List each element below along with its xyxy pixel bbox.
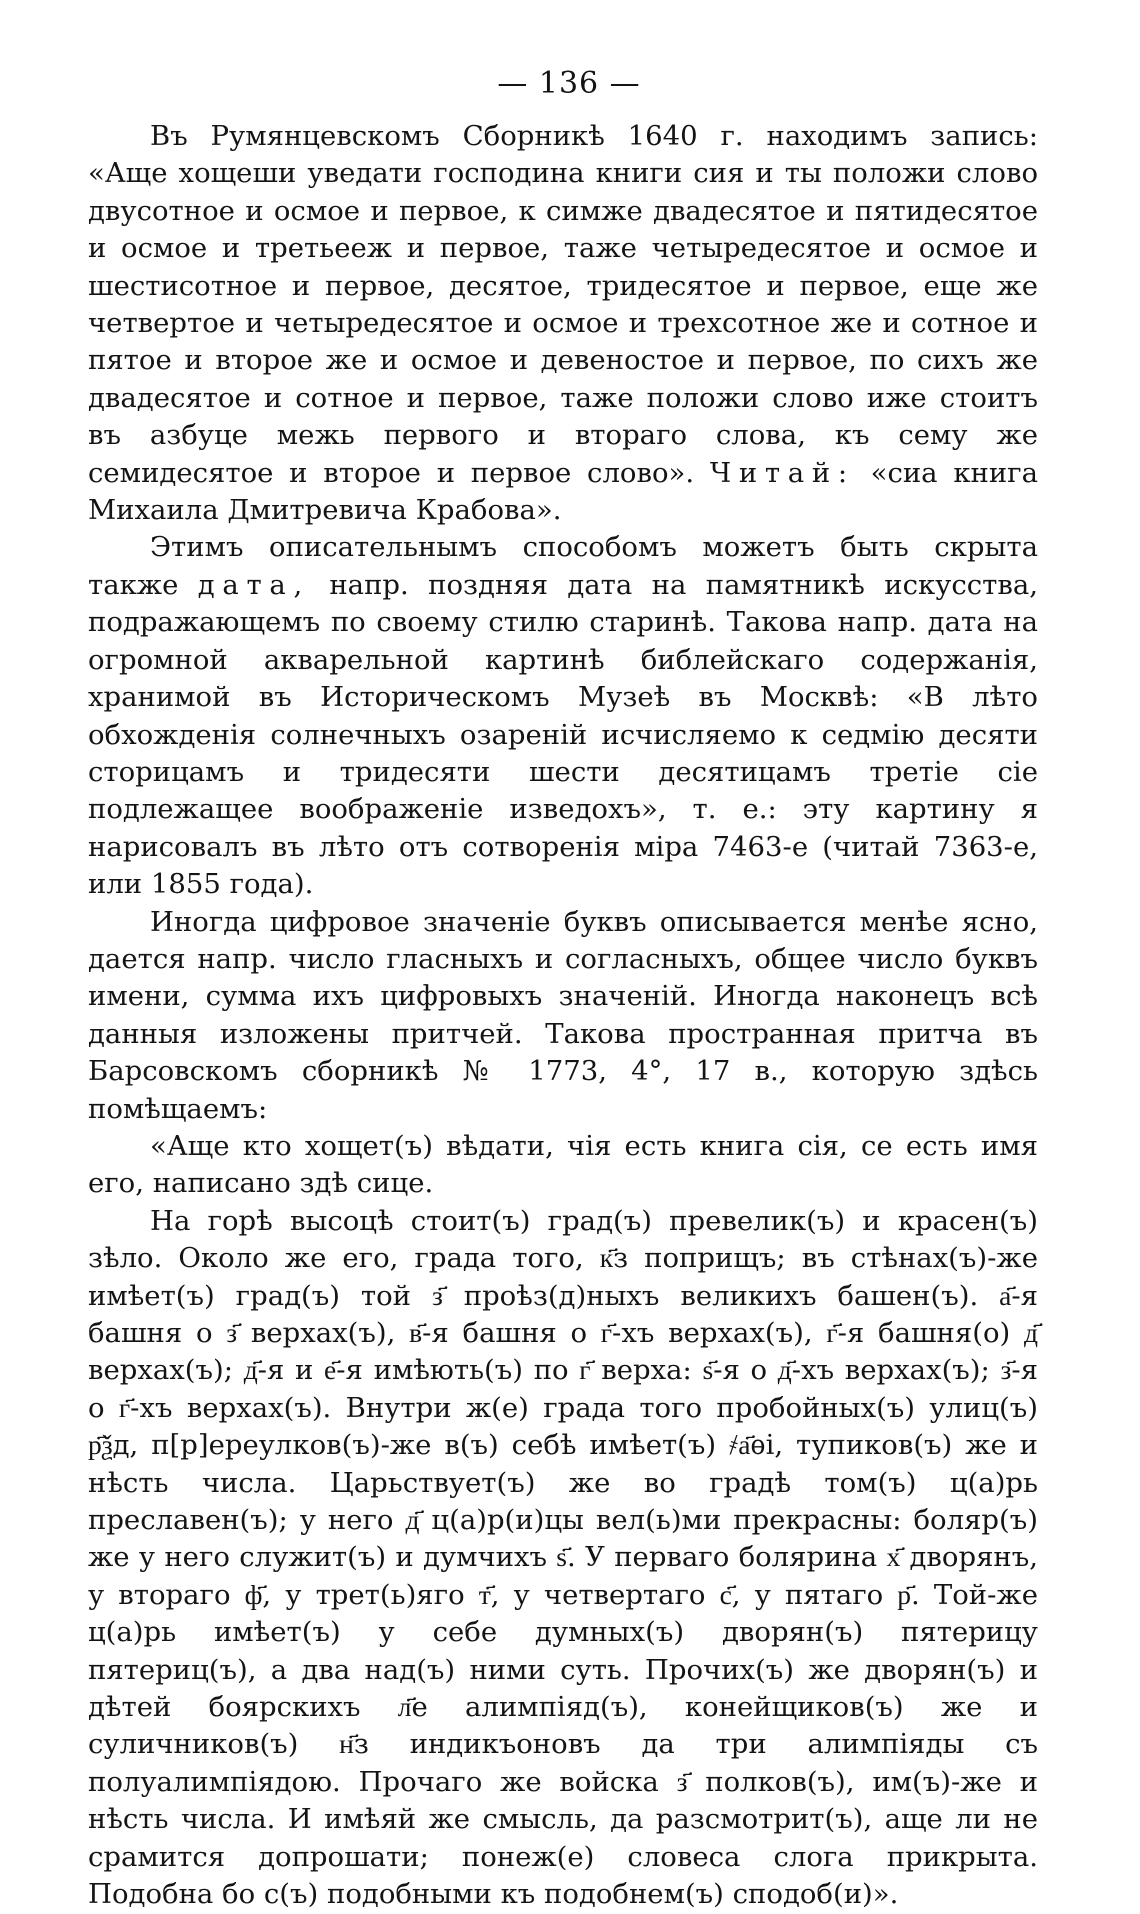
book-page <box>88 64 1038 1914</box>
paragraph-hidden-date <box>88 529 1038 903</box>
paragraph-parable-body: На горѣ высоцѣ стоит(ъ) град(ъ) превелик(ъ) и красен(ъ) зѣло. Около же его, града того, к҃з поприщъ; въ стѣнах(ъ)-же имѣет(ъ) град(ъ) той з҃ проѣз(д)ныхъ великихъ башен(ъ). а҃-я башня о з҃ верхах(ъ), в҃-я башня о г҃-хъ верхах(ъ), г҃-я башня(о) д҃ верхах(ъ); д҃-я и е҃-я имѣють(ъ) по г҃ верха: ѕ҃-я о д҃-хъ верхах(ъ); з҃-я о г҃-хъ верхах(ъ). Внутри ж(е) града того пробойных(ъ) улиц(ъ) р҃ѯд, п[р]ереулков(ъ)-же в(ъ) себѣ имѣет(ъ) ҂а҃ѳі, тупиков(ъ) же и нѣсть числа. Царьствует(ъ) же во градѣ том(ъ) ц(а)рь преславен(ъ); у него д҃ ц(а)р(и)цы вел(ь)ми прекрасны: боляр(ъ) же у него служит(ъ) и думчихъ ѕ҃. У перваго болярина х҃ дворянъ, у втораго ф҃, у трет(ь)яго т҃, у четвертаго с҃, у пятаго р҃. Той-же ц(а)рь имѣет(ъ) у себе думных(ъ) дворян(ъ) пятерицу пятериц(ъ), а два над(ъ) ними суть. Прочих(ъ) же дворян(ъ) и дѣтей боярскихъ л҃е алимпіяд(ъ), конейщиков(ъ) же и суличников(ъ) н҃з индикъоновъ да три алимпіяды съ полуалимпіядою. Прочаго же войска з҃ полков(ъ), им(ъ)-же и нѣсть числа. И имѣяй же смысль, да разсмотрит(ъ), аще ли не срамится допрошати; понеж(е) словеса слога прикрыта. Подобна бо с(ъ) подобными къ подобнем(ъ) сподоб(и)». <box>88 1204 1038 1911</box>
page-number: — 136 — <box>497 66 641 101</box>
paragraph-rumyantsev-record <box>88 118 1038 529</box>
paragraph-text: «сиа книга Михаила Дмитревича Крабова». <box>88 456 1038 527</box>
spaced-label-date: дата, <box>197 568 310 601</box>
spaced-label-read: Читай: <box>709 456 855 489</box>
paragraph-text: Въ Румянцевскомъ Сборникѣ 1640 г. находимъ запись: «Аще хощеши уведати господина книги сия и ты положи слово двусотное и осмое и первое, к симже двадесятое и пятидесятое и осмое и третьееж и первое, таже четыредесятое и осмое и шестисотное и первое, десятое, тридесятое и первое, еще же четвертое и четыредесятое и осмое и трехсотное же и сотное и пятое и второе же и осмое и девеностое и первое, по сихъ же двадесятое и сотное и первое, таже положи слово иже стоитъ въ азбуце межь первого и втораго слова, къ сему же семидесятое и второе и первое слово». <box>88 120 1038 489</box>
paragraph-parable-intro: «Аще кто хощет(ъ) вѣдати, чія есть книга сія, се есть имя его, написано здѣ сице. <box>88 1129 1038 1200</box>
paragraph-text: Этимъ описательнымъ способомъ можетъ быть скрыта также <box>88 531 1038 601</box>
paragraph-text: напр. поздняя дата на памятникѣ искусства, подражающемъ по своему стилю старинѣ. Такова напр. дата на огромной акварельной картинѣ библейскаго содержанія, хранимой въ Историческомъ Музеѣ въ Москвѣ: «В лѣто обхожденія солнечныхъ озареній исчисляемо к седмію десяти сторицамъ и тридесяти шести десятицамъ третіе сіе подлежащее воображеніе изведохъ», т. е.: эту картину я нарисовалъ въ лѣто отъ сотворенія міра 7463-е (читай 7363-е, или 1855 года). <box>88 568 1038 901</box>
paragraph-numeric-value: Иногда цифровое значеніе буквъ описывается менѣе ясно, дается напр. число гласныхъ и согласныхъ, общее число буквъ имени, сумма ихъ цифровыхъ значеній. Иногда наконецъ всѣ данныя изложены притчей. Такова пространная притча въ Барсовскомъ сборникѣ № 1773, 4°, 17 в., которую здѣсь помѣщаемъ: <box>88 905 1038 1125</box>
